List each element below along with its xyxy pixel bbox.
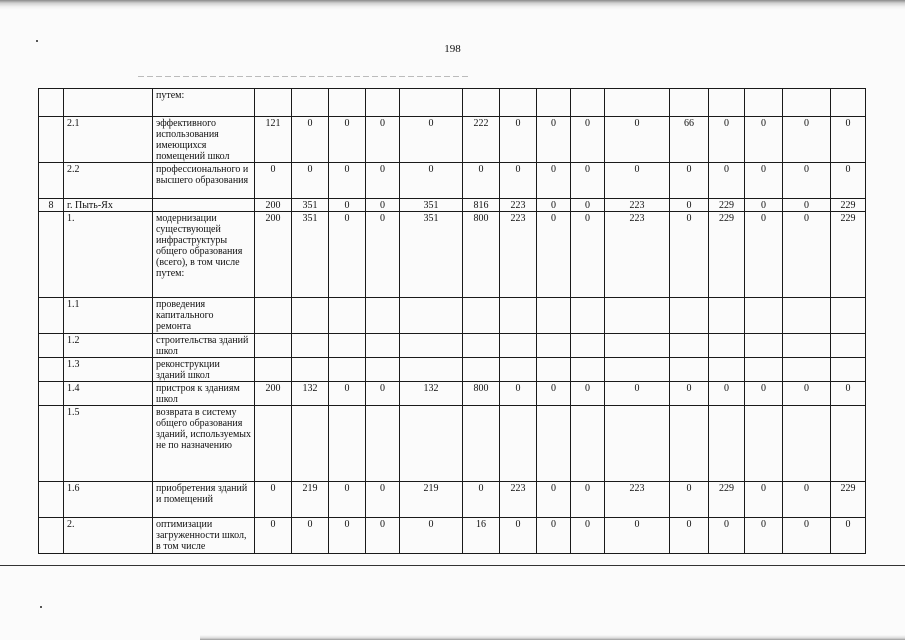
value-cell: 0	[745, 212, 783, 298]
row-name-cell: профессионального и высшего образования	[153, 163, 255, 199]
row-index-cell	[39, 334, 64, 358]
page-number: 198	[444, 43, 461, 55]
value-cell	[500, 334, 537, 358]
value-cell: 0	[329, 212, 366, 298]
value-cell: 229	[709, 482, 745, 518]
value-cell: 0	[670, 163, 709, 199]
value-cell	[831, 89, 866, 117]
value-cell: 0	[745, 482, 783, 518]
value-cell	[463, 298, 500, 334]
value-cell: 0	[605, 518, 670, 554]
value-cell	[670, 358, 709, 382]
value-cell: 0	[670, 382, 709, 406]
value-cell: 0	[255, 163, 292, 199]
value-cell	[366, 89, 400, 117]
value-cell	[366, 334, 400, 358]
value-cell	[571, 298, 605, 334]
value-cell: 223	[605, 212, 670, 298]
value-cell	[783, 406, 831, 482]
page-bottom-rule	[0, 565, 905, 566]
value-cell	[670, 89, 709, 117]
value-cell: 816	[463, 199, 500, 212]
value-cell: 0	[670, 199, 709, 212]
row-code-cell: 1.3	[64, 358, 153, 382]
value-cell	[400, 89, 463, 117]
row-code-cell: 1.5	[64, 406, 153, 482]
row-code-cell	[64, 89, 153, 117]
value-cell: 0	[709, 518, 745, 554]
value-cell: 229	[831, 212, 866, 298]
value-cell: 0	[366, 482, 400, 518]
value-cell: 0	[292, 163, 329, 199]
table-row	[39, 89, 866, 117]
value-cell: 0	[571, 199, 605, 212]
value-cell: 16	[463, 518, 500, 554]
value-cell: 223	[500, 482, 537, 518]
value-cell	[605, 298, 670, 334]
value-cell: 223	[605, 199, 670, 212]
scan-speck	[36, 40, 38, 42]
value-cell	[255, 89, 292, 117]
value-cell: 0	[366, 117, 400, 163]
value-cell: 0	[366, 518, 400, 554]
data-table	[38, 88, 866, 554]
value-cell	[366, 298, 400, 334]
value-cell: 351	[292, 199, 329, 212]
value-cell: 351	[400, 199, 463, 212]
value-cell	[783, 358, 831, 382]
row-index-cell	[39, 117, 64, 163]
value-cell: 800	[463, 382, 500, 406]
value-cell	[831, 298, 866, 334]
value-cell	[783, 334, 831, 358]
table-row	[39, 382, 866, 406]
value-cell: 0	[709, 163, 745, 199]
value-cell	[537, 406, 571, 482]
row-index-cell	[39, 298, 64, 334]
value-cell: 0	[537, 482, 571, 518]
table-row	[39, 482, 866, 518]
value-cell	[292, 298, 329, 334]
value-cell	[537, 358, 571, 382]
row-index-cell	[39, 358, 64, 382]
row-index-cell	[39, 212, 64, 298]
value-cell	[500, 358, 537, 382]
value-cell: 229	[831, 482, 866, 518]
value-cell	[745, 406, 783, 482]
value-cell	[255, 406, 292, 482]
value-cell: 0	[329, 117, 366, 163]
value-cell: 0	[571, 482, 605, 518]
value-cell: 0	[500, 117, 537, 163]
value-cell: 0	[537, 199, 571, 212]
row-name-cell: модернизации существующей инфраструктуры общего образования (всего), в том числе путем:	[153, 212, 255, 298]
value-cell	[783, 89, 831, 117]
value-cell	[709, 298, 745, 334]
value-cell: 351	[292, 212, 329, 298]
value-cell: 0	[745, 518, 783, 554]
value-cell	[709, 358, 745, 382]
value-cell	[571, 89, 605, 117]
row-name-cell: путем:	[153, 89, 255, 117]
value-cell	[400, 334, 463, 358]
value-cell	[709, 89, 745, 117]
row-code-cell: 1.	[64, 212, 153, 298]
value-cell: 0	[571, 518, 605, 554]
value-cell	[745, 89, 783, 117]
value-cell: 0	[463, 482, 500, 518]
value-cell	[831, 406, 866, 482]
value-cell	[670, 406, 709, 482]
value-cell	[292, 89, 329, 117]
value-cell	[329, 334, 366, 358]
value-cell	[500, 406, 537, 482]
value-cell: 132	[292, 382, 329, 406]
value-cell: 200	[255, 199, 292, 212]
row-code-cell: 1.1	[64, 298, 153, 334]
value-cell: 0	[670, 212, 709, 298]
value-cell: 0	[537, 518, 571, 554]
value-cell: 0	[605, 117, 670, 163]
table-row	[39, 518, 866, 554]
value-cell: 0	[709, 382, 745, 406]
value-cell: 200	[255, 382, 292, 406]
value-cell	[366, 358, 400, 382]
scan-top-edge	[0, 0, 905, 10]
value-cell: 0	[400, 518, 463, 554]
faint-header-line	[138, 76, 468, 77]
value-cell: 222	[463, 117, 500, 163]
row-name-cell: проведения капитального ремонта	[153, 298, 255, 334]
value-cell: 0	[537, 163, 571, 199]
value-cell	[537, 334, 571, 358]
row-name-cell: возврата в систему общего образования зданий, используемых не по назначению	[153, 406, 255, 482]
value-cell	[605, 406, 670, 482]
row-name-cell: реконструкции зданий школ	[153, 358, 255, 382]
value-cell: 200	[255, 212, 292, 298]
value-cell	[463, 89, 500, 117]
value-cell	[745, 298, 783, 334]
table-row	[39, 334, 866, 358]
scan-bottom-edge	[200, 635, 905, 640]
table-row	[39, 358, 866, 382]
row-index-cell	[39, 482, 64, 518]
row-code-cell: г. Пыть-Ях	[64, 199, 153, 212]
row-name-cell: приобретения зданий и помещений	[153, 482, 255, 518]
value-cell: 219	[292, 482, 329, 518]
value-cell	[670, 334, 709, 358]
value-cell	[571, 334, 605, 358]
value-cell: 0	[329, 199, 366, 212]
row-index-cell	[39, 163, 64, 199]
table-row	[39, 212, 866, 298]
value-cell: 0	[670, 482, 709, 518]
value-cell: 0	[463, 163, 500, 199]
value-cell: 0	[255, 482, 292, 518]
value-cell	[709, 406, 745, 482]
value-cell: 0	[329, 163, 366, 199]
value-cell: 0	[500, 382, 537, 406]
row-code-cell: 2.2	[64, 163, 153, 199]
value-cell: 0	[537, 382, 571, 406]
value-cell	[831, 358, 866, 382]
row-code-cell: 1.4	[64, 382, 153, 406]
value-cell	[709, 334, 745, 358]
value-cell: 800	[463, 212, 500, 298]
value-cell: 0	[366, 199, 400, 212]
value-cell	[571, 358, 605, 382]
value-cell	[292, 358, 329, 382]
value-cell: 223	[500, 199, 537, 212]
value-cell: 0	[831, 382, 866, 406]
row-name-cell	[153, 199, 255, 212]
value-cell: 0	[400, 163, 463, 199]
table-row	[39, 406, 866, 482]
value-cell	[329, 298, 366, 334]
table-row	[39, 117, 866, 163]
value-cell: 0	[831, 163, 866, 199]
value-cell: 0	[831, 518, 866, 554]
value-cell	[400, 406, 463, 482]
value-cell: 0	[745, 199, 783, 212]
table-row	[39, 298, 866, 334]
value-cell: 0	[292, 518, 329, 554]
value-cell: 0	[745, 163, 783, 199]
value-cell	[255, 298, 292, 334]
value-cell	[670, 298, 709, 334]
value-cell: 132	[400, 382, 463, 406]
value-cell: 0	[783, 163, 831, 199]
value-cell	[745, 358, 783, 382]
row-name-cell: строительства зданий школ	[153, 334, 255, 358]
row-index-cell	[39, 406, 64, 482]
value-cell: 0	[783, 117, 831, 163]
value-cell: 0	[605, 163, 670, 199]
value-cell: 219	[400, 482, 463, 518]
value-cell: 0	[366, 163, 400, 199]
value-cell: 0	[329, 482, 366, 518]
row-code-cell: 1.2	[64, 334, 153, 358]
value-cell: 0	[571, 212, 605, 298]
value-cell	[537, 298, 571, 334]
value-cell: 66	[670, 117, 709, 163]
value-cell	[292, 334, 329, 358]
value-cell: 0	[537, 212, 571, 298]
value-cell: 0	[571, 382, 605, 406]
row-name-cell: пристроя к зданиям школ	[153, 382, 255, 406]
value-cell	[329, 358, 366, 382]
value-cell: 0	[783, 518, 831, 554]
value-cell: 0	[783, 199, 831, 212]
value-cell	[831, 334, 866, 358]
value-cell	[571, 406, 605, 482]
value-cell	[400, 358, 463, 382]
table-body	[39, 89, 866, 554]
value-cell	[605, 89, 670, 117]
value-cell: 0	[783, 482, 831, 518]
row-name-cell: эффективного использования имеющихся помещений школ	[153, 117, 255, 163]
table-row	[39, 199, 866, 212]
row-code-cell: 2.1	[64, 117, 153, 163]
value-cell: 0	[500, 518, 537, 554]
value-cell	[605, 334, 670, 358]
value-cell: 0	[783, 382, 831, 406]
row-index-cell	[39, 89, 64, 117]
value-cell: 0	[329, 518, 366, 554]
value-cell: 351	[400, 212, 463, 298]
value-cell: 0	[783, 212, 831, 298]
value-cell: 229	[709, 212, 745, 298]
value-cell	[500, 298, 537, 334]
value-cell: 0	[366, 212, 400, 298]
table-row	[39, 163, 866, 199]
value-cell	[255, 334, 292, 358]
row-name-cell: оптимизации загруженности школ, в том числе	[153, 518, 255, 554]
value-cell: 0	[745, 382, 783, 406]
value-cell: 0	[571, 163, 605, 199]
value-cell	[783, 298, 831, 334]
value-cell: 223	[605, 482, 670, 518]
row-index-cell	[39, 382, 64, 406]
value-cell: 0	[400, 117, 463, 163]
value-cell	[537, 89, 571, 117]
value-cell: 0	[366, 382, 400, 406]
value-cell	[329, 89, 366, 117]
value-cell	[329, 406, 366, 482]
value-cell: 223	[500, 212, 537, 298]
value-cell: 229	[831, 199, 866, 212]
value-cell	[463, 334, 500, 358]
value-cell: 0	[670, 518, 709, 554]
value-cell	[745, 334, 783, 358]
value-cell	[463, 406, 500, 482]
value-cell	[500, 89, 537, 117]
value-cell: 0	[571, 117, 605, 163]
value-cell: 121	[255, 117, 292, 163]
value-cell: 0	[605, 382, 670, 406]
row-index-cell: 8	[39, 199, 64, 212]
value-cell: 0	[329, 382, 366, 406]
row-index-cell	[39, 518, 64, 554]
value-cell: 0	[537, 117, 571, 163]
value-cell	[292, 406, 329, 482]
value-cell	[463, 358, 500, 382]
row-code-cell: 1.6	[64, 482, 153, 518]
value-cell: 0	[255, 518, 292, 554]
value-cell: 229	[709, 199, 745, 212]
value-cell: 0	[709, 117, 745, 163]
value-cell: 0	[292, 117, 329, 163]
scan-speck	[40, 606, 42, 608]
row-code-cell: 2.	[64, 518, 153, 554]
value-cell	[366, 406, 400, 482]
value-cell: 0	[831, 117, 866, 163]
value-cell	[605, 358, 670, 382]
value-cell	[255, 358, 292, 382]
value-cell: 0	[500, 163, 537, 199]
value-cell: 0	[745, 117, 783, 163]
value-cell	[400, 298, 463, 334]
